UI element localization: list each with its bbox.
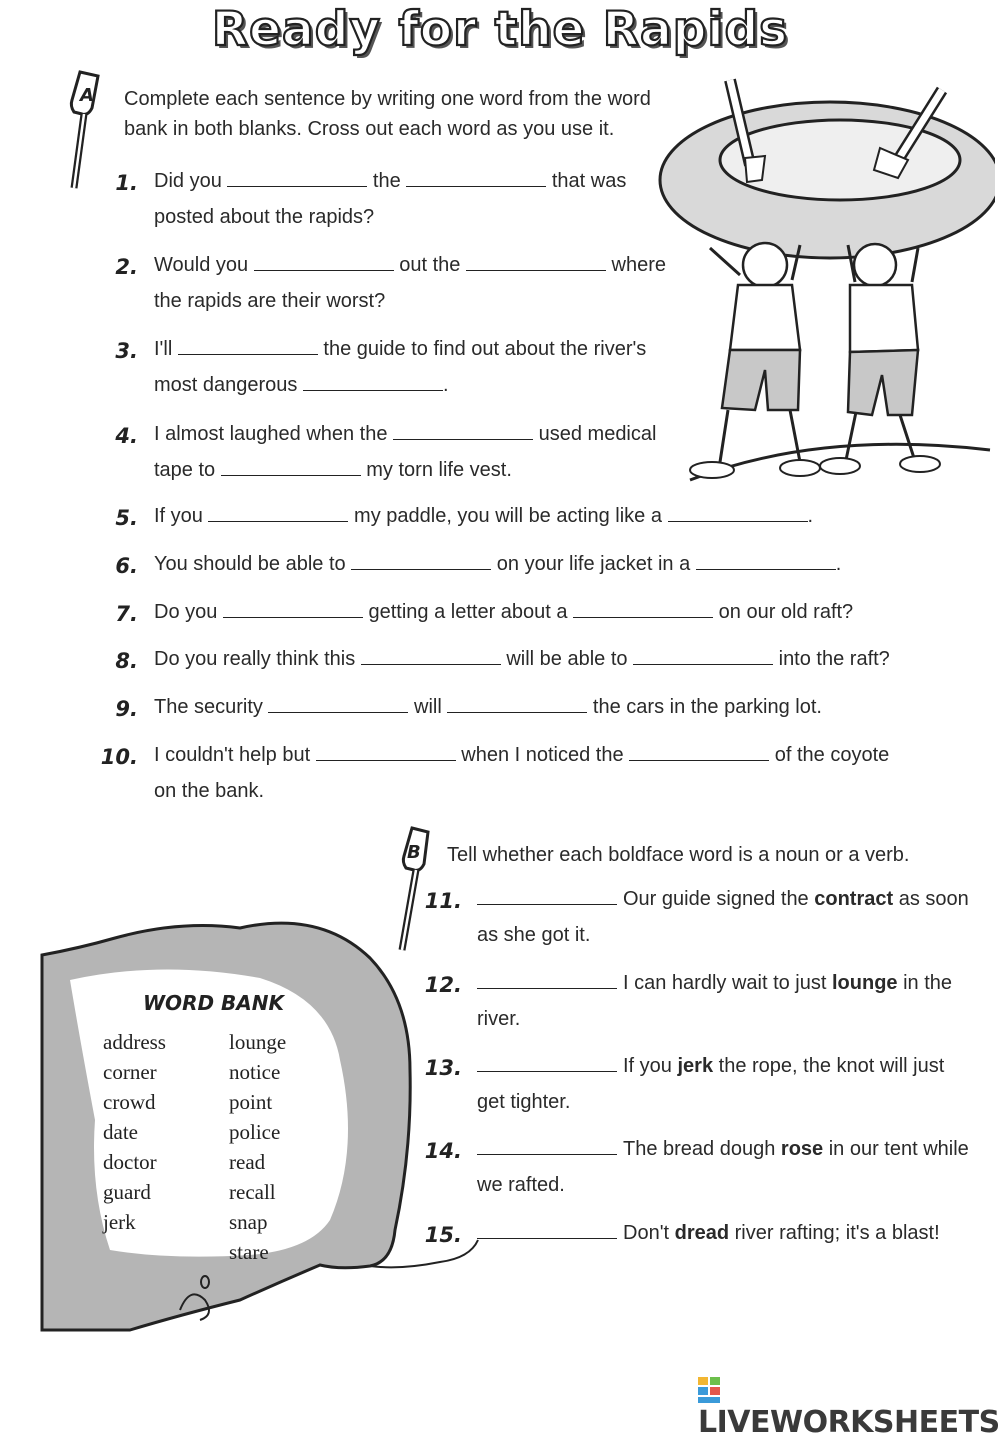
sentence-text: where [605,254,666,276]
sentence-text: in our tent while [823,1138,969,1160]
answer-blank[interactable] [303,374,443,391]
item-number: 15. [424,1223,462,1247]
word-bank-title: WORD BANK [143,991,284,1015]
word-bank-word[interactable]: police [229,1120,281,1144]
sentence-line [477,1138,969,1161]
answer-blank[interactable] [668,505,808,522]
sentence-line [477,888,969,911]
sentence-text: the [367,170,407,192]
sentence-text: my paddle, you will be acting like a [348,505,668,527]
sentence-line [154,505,813,528]
sentence-line [154,254,666,277]
answer-blank[interactable] [361,648,501,665]
sentence-text: on the bank. [154,780,265,802]
word-bank-word[interactable]: snap [229,1210,268,1234]
word-bank-word[interactable]: date [103,1120,138,1144]
sentence-line: we rafted. [477,1174,565,1196]
item-number: 7. [115,602,138,626]
sentence-text: Did you [154,170,228,192]
word-bank-column-1 [103,1027,166,1237]
sentence-text: Do you [154,601,223,623]
section-a-label: A [80,85,94,106]
raft-carriers-illustration [650,70,995,490]
item-number: 8. [115,649,138,673]
sentence-text: will [408,696,448,718]
item-number: 11. [424,889,462,913]
sentence-text: If you [623,1055,678,1077]
sentence-text: river rafting; it's a blast! [729,1222,940,1244]
word-bank-word[interactable]: corner [103,1060,157,1084]
item-number: 14. [424,1139,462,1163]
item-number: 12. [424,973,462,997]
sentence-text: I'll [154,338,178,360]
sentence-line [154,170,626,193]
item-number: 6. [115,554,138,578]
word-bank-word[interactable]: guard [103,1180,151,1204]
sentence-line [154,459,512,482]
answer-blank[interactable] [316,744,456,761]
word-bank-word[interactable]: stare [229,1240,269,1264]
sentence-line [154,423,656,446]
word-bank-word[interactable]: jerk [103,1210,136,1234]
sentence-text: the rope, the knot will just [713,1055,945,1077]
sentence-text: Our guide signed the [623,888,815,910]
item-number: 10. [100,745,138,769]
sentence-text: the cars in the parking lot. [587,696,822,718]
sentence-line [154,290,385,313]
sentence-line: get tighter. [477,1091,571,1113]
sentence-text: on our old raft? [713,601,854,623]
sentence-text: You should be able to [154,553,352,575]
boldface-word: contract [814,888,894,910]
sentence-text: If you [154,505,209,527]
item-number: 2. [115,255,138,279]
sentence-text: tape to [154,459,221,481]
item-number: 4. [115,424,138,448]
page-title: Ready for the Rapids [211,2,789,57]
answer-blank[interactable] [351,553,491,570]
answer-blank[interactable] [629,744,769,761]
word-bank-word[interactable]: notice [229,1060,281,1084]
sentence-text: my torn life vest. [360,459,512,481]
sentence-text: the guide to find out about the river's [317,338,647,360]
sentence-line [154,648,890,671]
sentence-line [154,206,374,229]
instructions-line-1: Complete each sentence by writing one word from the word [124,88,651,110]
sentence-text: in the [897,972,953,994]
sentence-text: I can hardly wait to just [623,972,832,994]
answer-blank[interactable] [477,1138,617,1155]
liveworksheets-logo[interactable] [698,1375,1000,1440]
sentence-line [154,338,646,361]
word-bank-column-2 [229,1027,286,1267]
answer-blank[interactable] [477,1222,617,1239]
sentence-line [154,696,822,719]
answer-blank[interactable] [466,254,606,271]
word-bank-word[interactable]: recall [229,1180,276,1204]
sentence-text: I almost laughed when the [154,423,394,445]
sentence-text: The security [154,696,269,718]
answer-blank[interactable] [268,696,408,713]
item-number: 5. [115,506,138,530]
sentence-text: . [807,505,814,527]
word-bank-word[interactable]: read [229,1150,266,1174]
sentence-text: Would you [154,254,254,276]
liveworksheets-logo-icon [698,1375,722,1405]
answer-blank[interactable] [477,888,617,905]
sentence-text: the rapids are their worst? [154,290,386,312]
item-number: 1. [115,171,138,195]
answer-blank[interactable] [208,505,348,522]
word-bank-word[interactable]: lounge [229,1030,287,1054]
sentence-line: as she got it. [477,924,591,946]
sentence-text: . [442,374,449,396]
sentence-text: used medical [533,423,657,445]
sentence-text: most dangerous [154,374,303,396]
sentence-text: on your life jacket in a [491,553,696,575]
word-bank-word[interactable]: address [103,1030,166,1054]
boldface-word: dread [674,1222,730,1244]
sentence-line [477,1222,940,1245]
section-b-instructions: Tell whether each boldface word is a noun or a verb. [447,844,910,866]
sentence-text: Don't [623,1222,675,1244]
word-bank-word[interactable]: doctor [103,1150,157,1174]
instructions-line-2: bank in both blanks. Cross out each word as you use it. [124,118,615,140]
answer-blank[interactable] [227,170,367,187]
section-a-instructions [124,84,651,144]
sentence-text: into the raft? [773,648,890,670]
sentence-text: I couldn't help but [154,744,316,766]
sentence-line [154,553,841,576]
sentence-line [477,1055,944,1078]
sentence-text: as soon [893,888,969,910]
answer-blank[interactable] [178,338,318,355]
item-number: 3. [115,339,138,363]
sentence-text: posted about the rapids? [154,206,375,228]
sentence-line [154,374,449,397]
word-bank-word[interactable]: crowd [103,1090,156,1114]
liveworksheets-logo-text: LIVEWORKSHEETS [698,1405,1000,1440]
answer-blank[interactable] [477,972,617,989]
answer-blank[interactable] [633,648,773,665]
sentence-text: . [835,553,842,575]
sentence-text: will be able to [500,648,634,670]
section-b-label: B [407,842,421,863]
answer-blank[interactable] [477,1055,617,1072]
answer-blank[interactable] [254,254,394,271]
word-bank-word[interactable]: point [229,1090,273,1114]
answer-blank[interactable] [573,601,713,618]
sentence-text: out the [393,254,466,276]
boldface-word: lounge [831,972,898,994]
answer-blank[interactable] [221,459,361,476]
sentence-text: of the coyote [769,744,890,766]
boldface-word: rose [780,1138,824,1160]
sentence-line [154,780,264,803]
sentence-line [477,972,952,995]
boldface-word: jerk [677,1055,714,1077]
sentence-line [154,601,853,624]
sentence-text: when I noticed the [455,744,630,766]
answer-blank[interactable] [406,170,546,187]
answer-blank[interactable] [696,553,836,570]
sentence-line [154,744,889,767]
answer-blank[interactable] [223,601,363,618]
answer-blank[interactable] [393,423,533,440]
sentence-line: river. [477,1008,521,1030]
sentence-text: that was [546,170,627,192]
sentence-text: Do you really think this [154,648,361,670]
item-number: 13. [424,1056,462,1080]
sentence-text: getting a letter about a [362,601,574,623]
item-number: 9. [115,697,138,721]
answer-blank[interactable] [447,696,587,713]
sentence-text: The bread dough [623,1138,781,1160]
